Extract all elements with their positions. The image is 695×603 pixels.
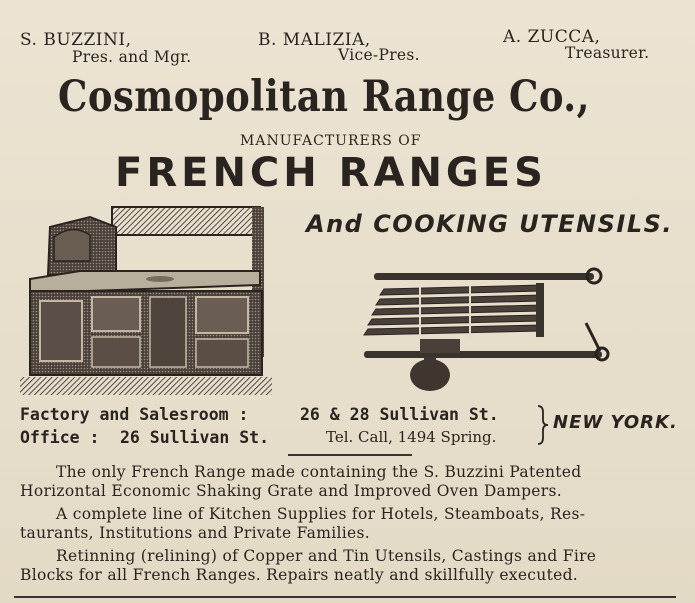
officer-2-title: Vice-Pres. — [338, 46, 420, 64]
paragraph-2-line-2: taurants, Institutions and Private Families. — [20, 524, 370, 542]
officer-2-name: B. MALIZIA, — [258, 30, 371, 50]
factory-label: Factory and Salesroom : — [20, 405, 249, 424]
divider — [288, 454, 412, 456]
paragraph-1-line-1: The only French Range made containing the S. Buzzini Patented — [56, 463, 582, 481]
brace-icon — [536, 404, 550, 446]
telephone: Tel. Call, 1494 Spring. — [326, 428, 497, 446]
manufacturers-of: MANUFACTURERS OF — [240, 133, 422, 149]
paragraph-1-line-2: Horizontal Economic Shaking Grate and Improved Oven Dampers. — [20, 482, 562, 500]
grate-illustration — [360, 265, 612, 397]
officer-1-title: Pres. and Mgr. — [72, 48, 192, 66]
bottom-rule — [14, 596, 676, 598]
company-name: Cosmopolitan Range Co., — [58, 72, 590, 122]
office-address: 26 Sullivan St. — [120, 428, 270, 447]
officer-1-name: S. BUZZINI, — [20, 30, 132, 50]
officer-3-title: Treasurer. — [565, 44, 650, 62]
paragraph-3-line-1: Retinning (relining) of Copper and Tin Utensils, Castings and Fire — [56, 547, 597, 565]
paragraph-3-line-2: Blocks for all French Ranges. Repairs neatly and skillfully executed. — [20, 566, 579, 584]
product-main: FRENCH RANGES — [115, 150, 547, 196]
range-stove-illustration — [20, 205, 272, 395]
officer-3-name: A. ZUCCA, — [503, 27, 601, 47]
paragraph-2-line-1: A complete line of Kitchen Supplies for Hotels, Steamboats, Res- — [56, 505, 586, 523]
city: NEW YORK. — [553, 412, 678, 433]
product-secondary: And COOKING UTENSILS. — [306, 210, 674, 238]
factory-address: 26 & 28 Sullivan St. — [300, 405, 499, 424]
office-label: Office : — [20, 428, 100, 447]
